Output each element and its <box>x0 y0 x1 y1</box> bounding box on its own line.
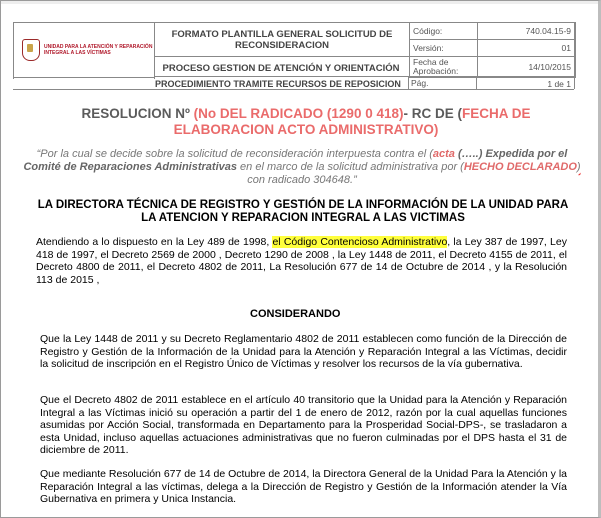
paragraph-ley-1448: Que la Ley 1448 de 2011 y su Decreto Reglamentario 4802 de 2011 establecen como función de la Dirección de Registro y Gestión de la Información de la Unidad para la Atención y Reparación Integral a las Víctimas, decidir la solicitud de inscripción en el Registro Único de Víctimas y resolver los recursos de la vía gubernativa. <box>40 333 567 371</box>
logo-cell <box>14 23 155 78</box>
fecha-placeholder: FECHA DE ELABORACION ACTO ADMINISTRATIVO) <box>173 106 531 137</box>
procedure-name: PROCEDIMIENTO TRAMITE RECURSOS DE REPOSICION <box>155 79 401 89</box>
code-label: Código: <box>410 23 478 40</box>
paragraph-decreto-4802: Que el Decreto 4802 de 2011 establece en el artículo 40 transitorio que la Unidad para la Atención y Reparación Integral a las Víctimas inició su operación a partir del 1 de enero de 2012, razón por la cual aquellas funciones asumidas por Acción Social, transformada en Departamento para la Prosperidad Social-DPS-, se trasladaron a esta Unidad, incluso aquellas actuaciones administrativas que no fueron culminadas por el DPS hasta el 31 de diciembre de 2011. <box>40 394 567 457</box>
considerando-heading: CONSIDERANDO <box>250 308 341 320</box>
resolution-intro: “Por la cual se decide sobre la solicitud de reconsideración interpuesta contra el (acta (…..) Expedida por el Comité de Reparaciones Administrativas en el marco de la solicitud administrativa por (HECHO DECLARADO) con radicado 304648.” <box>23 148 581 186</box>
version-value: 01 <box>478 40 576 57</box>
highlighted-text: el Código Contencioso Administrativo <box>272 236 448 248</box>
page-label: Pág. <box>411 78 429 88</box>
code-value: 740.04.15-9 <box>478 23 576 40</box>
paragraph-resolucion-677: Que mediante Resolución 677 de 14 de Octubre de 2014, la Directora General de la Unidad Para la Atención y la Reparación Integral a las víctimas, delega a la Dirección de Registro y Gestión de la Información atender la Vía Gubernativa en primera y Unica Instancia. <box>40 468 567 506</box>
process-name: PROCESO GESTION DE ATENCIÓN Y ORIENTACIÓN <box>162 63 400 74</box>
format-title: FORMATO PLANTILLA GENERAL SOLICITUD DE RECONSIDERACION <box>155 23 410 57</box>
resolution-title: RESOLUCION Nº (No DEL RADICADO (1290 0 418)- RC DE (FECHA DE ELABORACION ACTO ADMINISTRATIVO) <box>81 106 531 137</box>
coat-of-arms-icon <box>22 39 40 61</box>
page-value: 1 de 1 <box>547 79 571 89</box>
logo-text: UNIDAD PARA LA ATENCIÓN Y REPARACIÓN INTEGRAL A LAS VÍCTIMAS <box>44 44 153 56</box>
radicado-placeholder: (No DEL RADICADO (1290 0 418) <box>193 106 404 121</box>
approval-date-label: Fecha de Aprobación: <box>410 57 478 78</box>
director-heading: LA DIRECTORA TÉCNICA DE REGISTRO Y GESTIÓN DE LA INFORMACIÓN DE LA UNIDAD PARA LA ATENCION Y REPARACION INTEGRAL A LAS VICTIMAS <box>37 199 569 224</box>
version-label: Versión: <box>410 40 478 57</box>
paragraph-legal-basis: Atendiendo a lo dispuesto en la Ley 489 de 1998, el Código Contencioso Administrativo, la Ley 387 de 1997, Ley 418 de 1997, el Decreto 2569 de 2000 , Decreto 1290 de 2008 , la Ley 1448 de 2011, el Decreto 4155 de 2011, el Decreto 4800 de 2011, el Decreto 4802 de 2011, La Resolución 677 de 14 de Octubre de 2014 , y la Resolución 113 de 2015 , <box>36 236 567 286</box>
approval-date-value: 14/10/2015 <box>478 57 576 78</box>
